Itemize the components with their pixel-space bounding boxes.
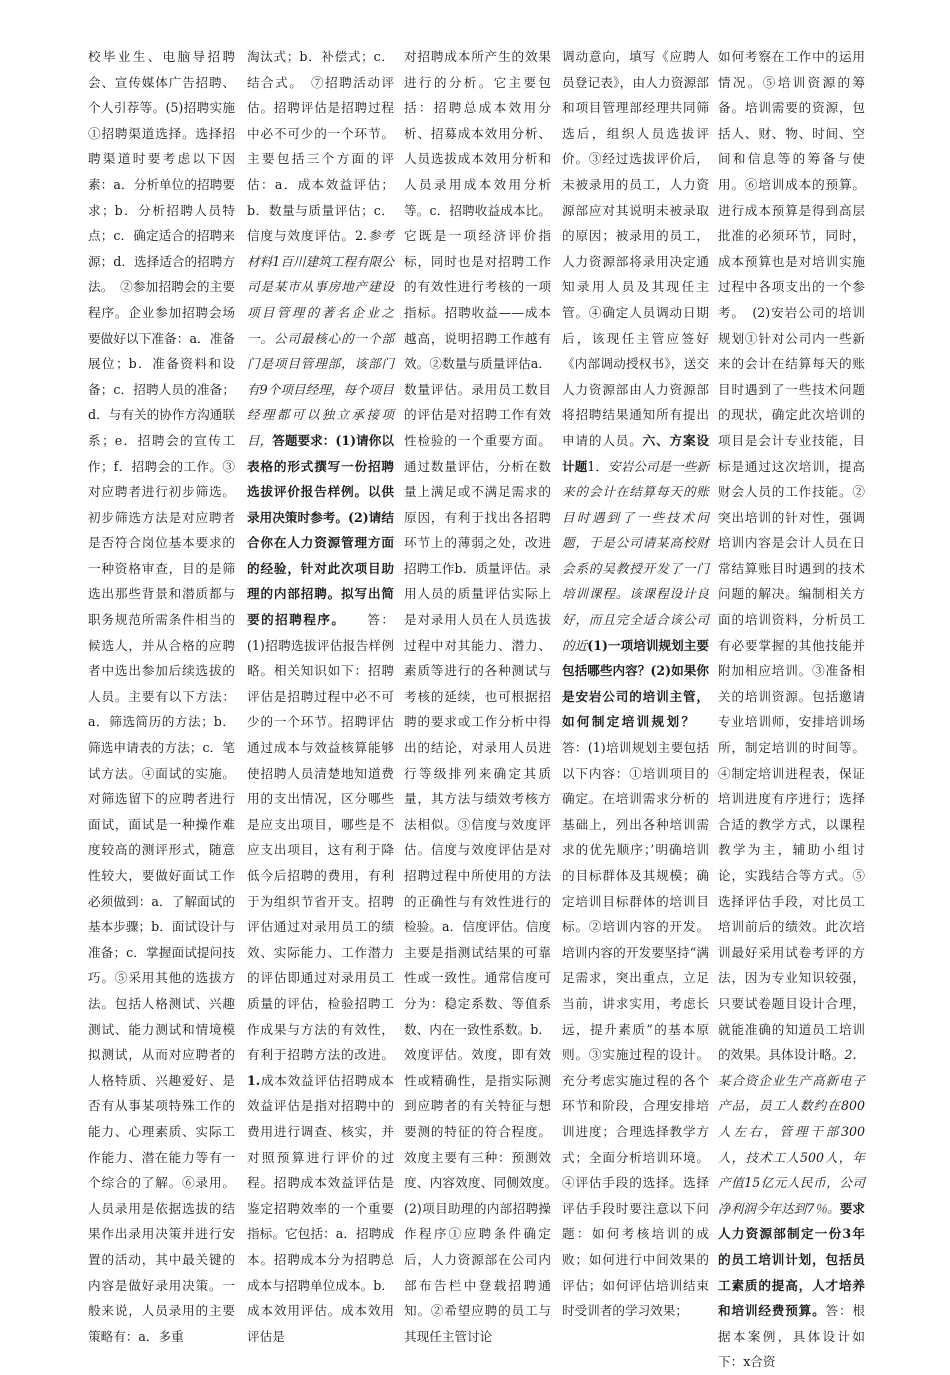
text-column-5 [718,44,865,1375]
text-segment: 如何考察在工作中的运用情况。⑤培训资源的筹备。培训需要的资源，包括人、财、物、时间、空间和信息等的筹备与使用。⑥培训成本的预算。进行成本预算是得到高层批准的必须环节，同时，成本预算也是对培训实施过程中各项支出的一个参考。 (2)安岩公司的培训规划①针对公司内一些新来的会计在结算每天的账目时遇到了一些技术问题的现状，确定此次培训的项目是会计专业技能，目标是通过这次培训，提高财会人员的工作技能。②突出培训的针对性，强调培训内容是会计人员在日常结算账目时遇到的技术问题的解决。编制相关方面的培训资料，分析员工有必要掌握的其他技能并附加相应培训。③准备相关的培训资源。包括邀请专业培训师，安排培训场所，制定培训的时间等。④制定培训进程表，保证培训进度有序进行；选择合适的教学方式，以课程教学为主，辅助小组讨论，实践结合等方式。⑤选择评估手段，对比员工培训前后的绩效。此次培训最好采用试卷考评的方法，因为专业知识较强，只要试卷题目设计合理，就能准确的知道员工培训的效果。具体设计略。 [718,49,865,1063]
text-segment: 成本效益评估招聘成本效益评估是指对招聘中的费用进行调查、核实，并对照预算进行评价的过程。招聘成本效益评估是鉴定招聘效率的一个重要指标。它包括：a．招聘成本。招聘成本分为招聘总成本与招聘单位成本。b．成本效用评估。成本效用评估是 [247,1072,394,1344]
text-column-4 [562,44,709,1324]
text-column-3 [404,44,564,1349]
text-column-2 [247,44,394,1349]
text-segment: 2．某合资企业生产高新电子产品，员工人数约在800人左右，管理干部300人，技术工人500人，年产值15亿元人民币，公司净利润今年达到7％。 [718,1047,866,1216]
text-segment: 要求人力资源部制定一份3年的员工培训计划，包括员工素质的提高，人才培养和培训经费预算。 [718,1200,866,1319]
text-segment: 校毕业生、电脑导招聘会、宣传媒体广告招聘、个人引荐等。(5)招聘实施①招聘渠道选择。选择招聘渠道时要考虑以下因素：a．分析单位的招聘要求；b．分析招聘人员特点；c．确定适合的招聘来源；d．选择适合的招聘方法。 ②参加招聘会的主要程序。企业参加招聘会场要做好以下准备：a．准备展位；b．准备资料和设备；c．招聘人员的准备；d．与有关的协作方沟通联系；e．招聘会的宣传工作；f．招聘会的工作。③对应聘者进行初步筛选。初步筛选方法是对应聘者是否符合岗位基本要求的一种资格审查，目的是筛选出那些背景和潜质都与职务规范所需条件相当的候选人，并从合格的应聘者中选出参加后续选拔的人员。主要有以下方法：a．筛选简历的方法；b．筛选申请表的方法；c．笔试方法。④面试的实施。对筛选留下的应聘者进行面试，面试是一种操作难度较高的测评形式，随意性较大，要做好面试工作必须做到：a．了解面试的基本步骤；b．面试设计与准备；c．掌握面试提问技巧。⑤采用其他的选拔方法。包括人格测试、兴趣测试、能力测试和情境模拟测试，从而对应聘者的人格特质、兴趣爱好、是否有从事某项特殊工作的能力、心理素质、实际工作能力、潜在能力等有一个综合的了解。⑥录用。人员录用是依据选拔的结果作出录用决策并进行安置的活动，其中最关键的内容是做好录用决策。一般来说，人员录用的主要策略有：a．多重 [88,49,235,1344]
text-segment: 淘汰式；b．补偿式；c．结合式。 ⑦招聘活动评估。招聘评估是招聘过程中必不可少的一个环节。主要包括三个方面的评估：a．成本效益评估；b．数量与质量评估；c．信度与效度评估。 [247,49,394,244]
text-segment: 调动意向，填写《应聘人员登记表》，由人力资源部和项目管理部经理共同筛选后，组织人员选拔评价。③经过选拔评价后，未被录用的员工，人力资源部应对其说明未被录取的原因；被录用的员工，人力资源部将录用决定通知录用人员及其现任主管。④确定人员调动日期后，该现任主管应签好《内部调动授权书》，送交人力资源部由人力资源部将招聘结果通知所有提出申请的人员。 [562,49,709,448]
text-column-1 [88,44,235,1349]
text-segment: 参考材料1百川建筑工程有限公司是某市从事房地产建设项目管理的著名企业之一。公司最核心的一个部门是项目管理部，该部门有9个项目经理，每个项目经理都可以独立承接项目， [247,228,395,448]
text-segment: 答：(1)培训规划主要包括以下内容：①培训项目的确定。在培训需求分析的基础上，列出各种培训需求的优先顺序；’明确培训的目标群体及其规模；确定培训目标群体的培训目标。②培训内容的开发。培训内容的开发要坚持“满足需求，突出重点，立足当前，讲求实用，考虑长远，提升素质”的基本原则。③实施过程的设计。充分考虑实施过程的各个环节和阶段，合理安排培训进度；合理选择教学方式；全面分析培训环境。④评估手段的选择。选择评估手段时要注意以下问题：如何考核培训的成败；如何进行中间效果的评估；如何评估培训结束时受训者的学习效果； [562,714,709,1319]
text-segment: 对招聘成本所产生的效果进行的分析。它主要包括：招聘总成本效用分析、招募成本效用分析、人员选拔成本效用分析和人员录用成本效用分析等。c．招聘收益成本比。它既是一项经济评价指标，同时也是对招聘工作的有效性进行考核的一项指标。招聘收益——成本越高，说明招聘工作越有效。②数量与质量评估a．数量评估。录用员工数目的评估是对招聘工作有效性检验的一个重要方面。通过数量评估，分析在数量上满足或不满足需求的原因，有利于找出各招聘环节上的薄弱之处，改进招聘工作b．质量评估。录用人员的质量评估实际上是对录用人员在人员选拔过程中对其能力、潜力、素质等进行的各种测试与考核的延续，也可根据招聘的要求或工作分析中得出的结论，对录用人员进行等级排列来确定其质量，其方法与绩效考核方法相似。③信度与效度评估。信度与效度评估是对招聘过程中所使用的方法的正确性与有效性进行的检验。a．信度评估。信度主要是指测试结果的可靠性或一致性。通常信度可分为：稳定系数、等值系数、内在一致性系数。b．效度评估。效度，即有效性或精确性，是指实际测到应聘者的有关特征与想要测的特征的符合程度。效度主要有三种：预测效度、内容效度、同侧效度。 (2)项目助理的内部招聘操作程序①应聘条件确定后，人力资源部在公司内部布告栏中登载招聘通知。②希望应聘的员工与其现任主管讨论 [404,49,564,1344]
text-segment: 六、方案设计题 [562,432,710,474]
text-segment: (1)一项培训规划主要包括哪些内容？(2)如果你是安岩公司的培训主管，如何制定培训规划？ [562,637,709,730]
text-segment: 答：根据本案例，具体设计如下：x合资 [718,1303,866,1370]
text-segment: 答题要求：(1)请你以表格的形式撰写一份招聘选拔评价报告样例。以供录用决策时参考。(2)请结合你在人力资源管理方面的经验，针对此次项目助理的内部招聘。拟写出简要的招聘程序。 [247,432,394,628]
text-segment: 安岩公司是一些新来的会计在结算每天的账目时遇到了一些技术问题，于是公司请某高校财会系的吴教授开发了一门培训课程。该课程设计良好，而且完全适合该公司的近 [562,458,710,653]
text-segment: 1． [587,458,608,474]
text-segment: 1. [247,1072,261,1088]
text-segment: 答：(1)招聘选拔评估报告样例略。相关知识如下：招聘评估是招聘过程中必不可少的一个环节。招聘评估通过成本与效益核算能够使招聘人员清楚地知道费用的支出情况，区分哪些是应支出项目，哪些是不应支出项目，这有利于降低今后招聘的费用，有利于为组织节省开支。招聘评估通过对录用员工的绩效、实际能力、工作潜力的评估即通过对录用员工质量的评估，检验招聘工作成果与方法的有效性，有利于招聘方法的改进。 [247,612,395,1063]
text-segment: 2. [354,228,368,244]
